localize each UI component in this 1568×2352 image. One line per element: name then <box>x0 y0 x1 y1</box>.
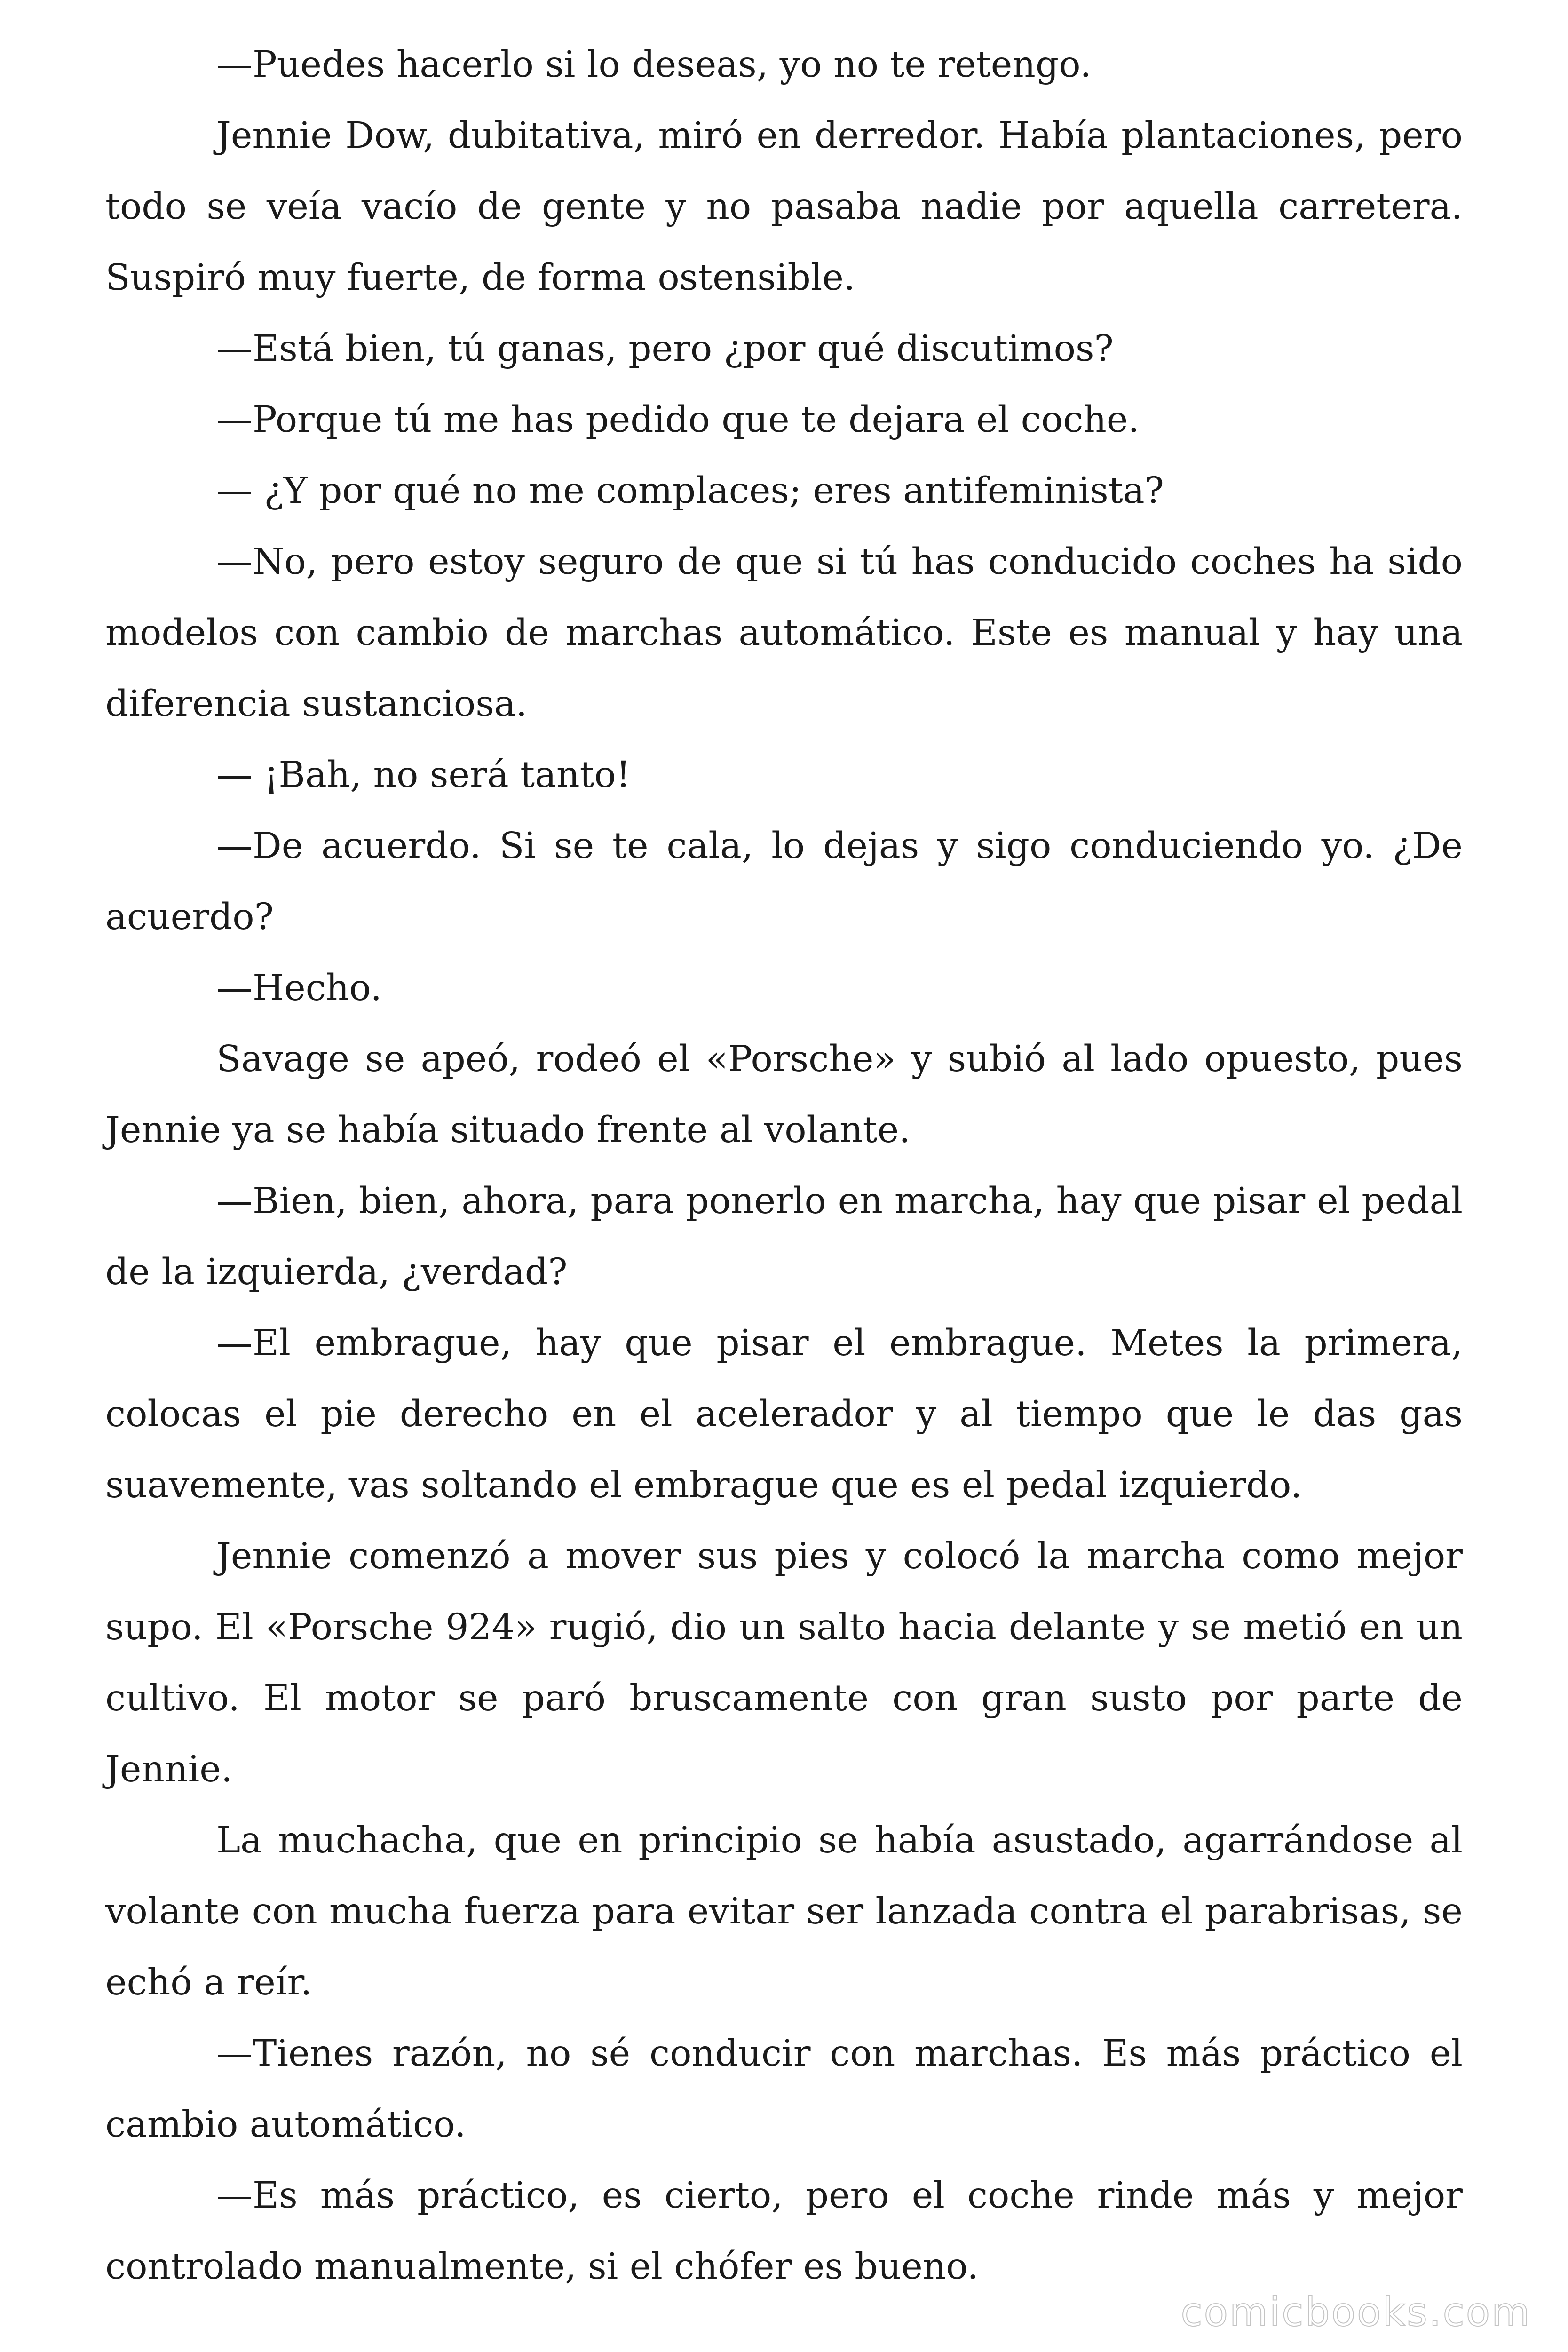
paragraph: —Bien, bien, ahora, para ponerlo en marcha, hay que pisar el pedal de la izquierda, ¿verdad? <box>105 1180 1463 1293</box>
paragraph: — ¿Y por qué no me complaces; eres antifeminista? <box>216 470 1164 512</box>
paragraph: — ¡Bah, no será tanto! <box>216 754 631 796</box>
paragraph: Jennie comenzó a mover sus pies y colocó la marcha como mejor supo. El «Porsche 924» rugió, dio un salto hacia delante y se metió en un cultivo. El motor se paró bruscamente con gran susto por parte de Jennie. <box>105 1535 1463 1790</box>
paragraph: —De acuerdo. Si se te cala, lo dejas y sigo conduciendo yo. ¿De acuerdo? <box>105 825 1463 938</box>
paragraph: —Tienes razón, no sé conducir con marchas. Es más práctico el cambio automático. <box>105 2033 1463 2145</box>
paragraph: —Es más práctico, es cierto, pero el coche rinde más y mejor controlado manualmente, si el chófer es bueno. <box>105 2175 1463 2288</box>
paragraph: La muchacha, que en principio se había asustado, agarrándose al volante con mucha fuerza para evitar ser lanzada contra el parabrisas, se echó a reír. <box>105 1820 1463 2003</box>
paragraph: —El embrague, hay que pisar el embrague. Metes la primera, colocas el pie derecho en el acelerador y al tiempo que le das gas suavemente, vas soltando el embrague que es el pedal izquierdo. <box>105 1322 1463 1506</box>
paragraph: —Puedes hacerlo si lo deseas, yo no te retengo. <box>216 44 1092 86</box>
paragraph: —No, pero estoy seguro de que si tú has conducido coches ha sido modelos con cambio de marchas automático. Este es manual y hay una diferencia sustanciosa. <box>105 541 1463 725</box>
document-body <box>105 29 1463 2302</box>
paragraph: Savage se apeó, rodeó el «Porsche» y subió al lado opuesto, pues Jennie ya se había situado frente al volante. <box>105 1038 1463 1151</box>
paragraph: —Hecho. <box>216 967 382 1009</box>
paragraph: —Está bien, tú ganas, pero ¿por qué discutimos? <box>216 328 1114 370</box>
watermark: comicbooks.com <box>1180 2289 1531 2335</box>
paragraph: Jennie Dow, dubitativa, miró en derredor. Había plantaciones, pero todo se veía vacío de gente y no pasaba nadie por aquella carretera. Suspiró muy fuerte, de forma ostensible. <box>105 115 1463 299</box>
paragraph: —Porque tú me has pedido que te dejara el coche. <box>216 399 1140 441</box>
